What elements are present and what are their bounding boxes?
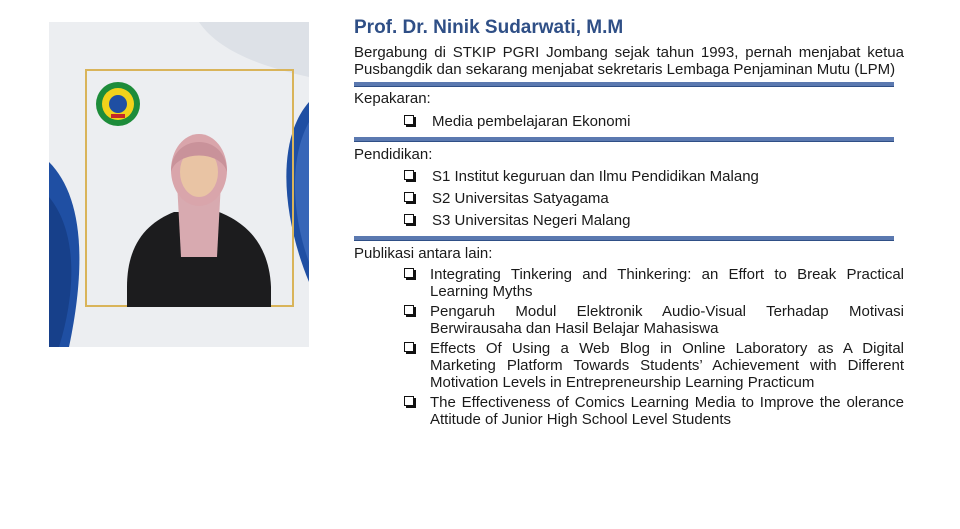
education-label: Pendidikan: [354,146,433,163]
list-item [404,212,904,229]
publication-item-text: The Effectiveness of Comics Learning Media to Improve the olerance Attitude of Junior High School Level Students [430,394,904,428]
university-logo-icon [96,82,140,126]
checkbox-bullet-icon [404,396,417,409]
list-item [404,394,904,428]
checkbox-bullet-icon [404,268,417,281]
checkbox-bullet-icon [404,170,417,183]
publication-item-text: Integrating Tinkering and Thinkering: an Effort to Break Practical Learning Myths [430,266,904,300]
checkbox-bullet-icon [404,115,417,128]
education-section [354,146,904,229]
expertise-item-text: Media pembelajaran Ekonomi [432,113,631,130]
publications-label: Publikasi antara lain: [354,245,493,262]
list-item [404,168,904,185]
profile-photo-art [49,22,309,347]
expertise-list [354,113,904,130]
profile-content [354,16,904,431]
list-item [404,340,904,391]
education-list [354,168,904,229]
education-item-text: S1 Institut keguruan dan Ilmu Pendidikan Malang [432,168,759,185]
section-divider [354,82,894,87]
section-divider [354,137,894,142]
list-item [404,190,904,207]
section-divider [354,236,894,241]
publications-list [354,266,904,428]
profile-name: Prof. Dr. Ninik Sudarwati, M.M [354,17,624,38]
profile-bio: Bergabung di STKIP PGRI Jombang sejak tahun 1993, pernah menjabat ketua Pusbangdik dan sekarang menjabat sekretaris Lembaga Penjaminan Mutu (LPM) [354,44,904,78]
education-item-text: S2 Universitas Satyagama [432,190,609,207]
education-item-text: S3 Universitas Negeri Malang [432,212,631,229]
checkbox-bullet-icon [404,192,417,205]
expertise-label: Kepakaran: [354,90,431,107]
profile-photo [49,22,309,347]
list-item [404,303,904,337]
checkbox-bullet-icon [404,214,417,227]
checkbox-bullet-icon [404,342,417,355]
checkbox-bullet-icon [404,305,417,318]
list-item [404,113,904,130]
list-item [404,266,904,300]
expertise-section [354,90,904,130]
publications-section [354,245,904,428]
publication-item-text: Effects Of Using a Web Blog in Online Laboratory as A Digital Marketing Platform Towards Students’ Achievement with Different Motivation Levels in Entrepreneurship Learning Practicum [430,340,904,391]
publication-item-text: Pengaruh Modul Elektronik Audio-Visual Terhadap Motivasi Berwirausaha dan Hasil Belajar Mahasiswa [430,303,904,337]
